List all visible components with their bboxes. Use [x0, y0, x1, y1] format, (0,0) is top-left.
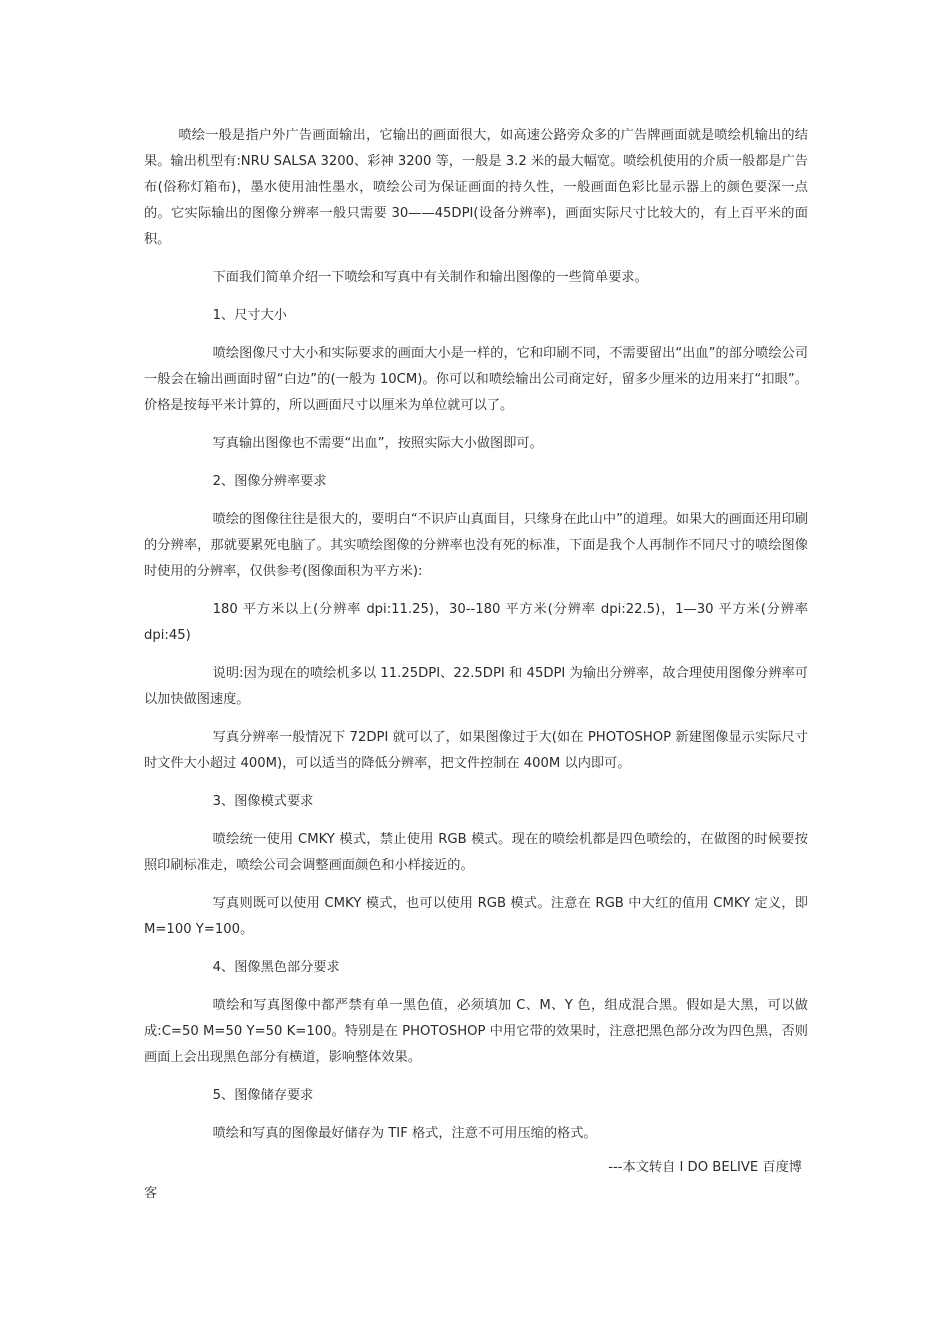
article-body	[144, 123, 808, 1207]
section-3-paragraph-2: 写真则既可以使用 CMKY 模式，也可以使用 RGB 模式。注意在 RGB 中大红的值用 CMKY 定义，即 M=100 Y=100。	[144, 896, 808, 937]
source-attribution: ---本文转自 I DO BELIVE 百度博	[608, 1160, 802, 1175]
section-3-heading: 3、图像模式要求	[212, 794, 314, 809]
section-2-paragraph-4: 写真分辨率一般情况下 72DPI 就可以了，如果图像过于大(如在 PHOTOSHOP 新建图像显示实际尺寸时文件大小超过 400M)，可以适当的降低分辨率，把文件控制在 400M 以内即可。	[144, 730, 808, 771]
section-2-paragraph-3: 说明:因为现在的喷绘机多以 11.25DPI、22.5DPI 和 45DPI 为输出分辨率，故合理使用图像分辨率可以加快做图速度。	[144, 666, 808, 707]
overview-paragraph: 下面我们简单介绍一下喷绘和写真中有关制作和输出图像的一些简单要求。	[212, 270, 648, 285]
source-attribution-tail: 客	[144, 1186, 158, 1201]
section-2-paragraph-1: 喷绘的图像往往是很大的，要明白“不识庐山真面目，只缘身在此山中”的道理。如果大的画面还用印刷的分辨率，那就要累死电脑了。其实喷绘图像的分辨率也没有死的标准，下面是我个人再制作不同尺寸的喷绘图像时使用的分辨率，仅供参考(图像面积为平方米):	[144, 512, 808, 579]
section-3-paragraph-1: 喷绘统一使用 CMKY 模式，禁止使用 RGB 模式。现在的喷绘机都是四色喷绘的，在做图的时候要按照印刷标准走，喷绘公司会调整画面颜色和小样接近的。	[144, 832, 808, 873]
section-1-paragraph-2: 写真输出图像也不需要“出血”，按照实际大小做图即可。	[212, 436, 543, 451]
section-1-paragraph-1: 喷绘图像尺寸大小和实际要求的画面大小是一样的，它和印刷不同，不需要留出“出血”的部分喷绘公司一般会在输出画面时留“白边”的(一般为 10CM)。你可以和喷绘输出公司商定好，留多少厘米的边用来打“扣眼”。价格是按每平米计算的，所以画面尺寸以厘米为单位就可以了。	[144, 346, 808, 413]
section-5-heading: 5、图像储存要求	[212, 1088, 314, 1103]
section-2-paragraph-2: 180 平方米以上(分辨率 dpi:11.25)，30--180 平方米(分辨率 dpi:22.5)，1—30 平方米(分辨率 dpi:45)	[144, 602, 808, 643]
section-1-heading: 1、尺寸大小	[212, 308, 287, 323]
section-5-paragraph-1: 喷绘和写真的图像最好储存为 TIF 格式，注意不可用压缩的格式。	[212, 1126, 597, 1141]
section-2-heading: 2、图像分辨率要求	[212, 474, 327, 489]
section-4-heading: 4、图像黑色部分要求	[212, 960, 340, 975]
section-4-paragraph-1: 喷绘和写真图像中都严禁有单一黑色值，必须填加 C、M、Y 色，组成混合黑。假如是大黑，可以做成:C=50 M=50 Y=50 K=100。特别是在 PHOTOSHOP 中用它带的效果时，注意把黑色部分改为四色黑，否则画面上会出现黑色部分有横道，影响整体效果。	[144, 998, 808, 1065]
intro-paragraph: 喷绘一般是指户外广告画面输出，它输出的画面很大，如高速公路旁众多的广告牌画面就是喷绘机输出的结果。输出机型有:NRU SALSA 3200、彩神 3200 等，一般是 3.2 米的最大幅宽。喷绘机使用的介质一般都是广告布(俗称灯箱布)，墨水使用油性墨水，喷绘公司为保证画面的持久性，一般画面色彩比显示器上的颜色要深一点的。它实际输出的图像分辨率一般只需要 30——45DPI(设备分辨率)，画面实际尺寸比较大的，有上百平米的面积。	[144, 128, 808, 247]
